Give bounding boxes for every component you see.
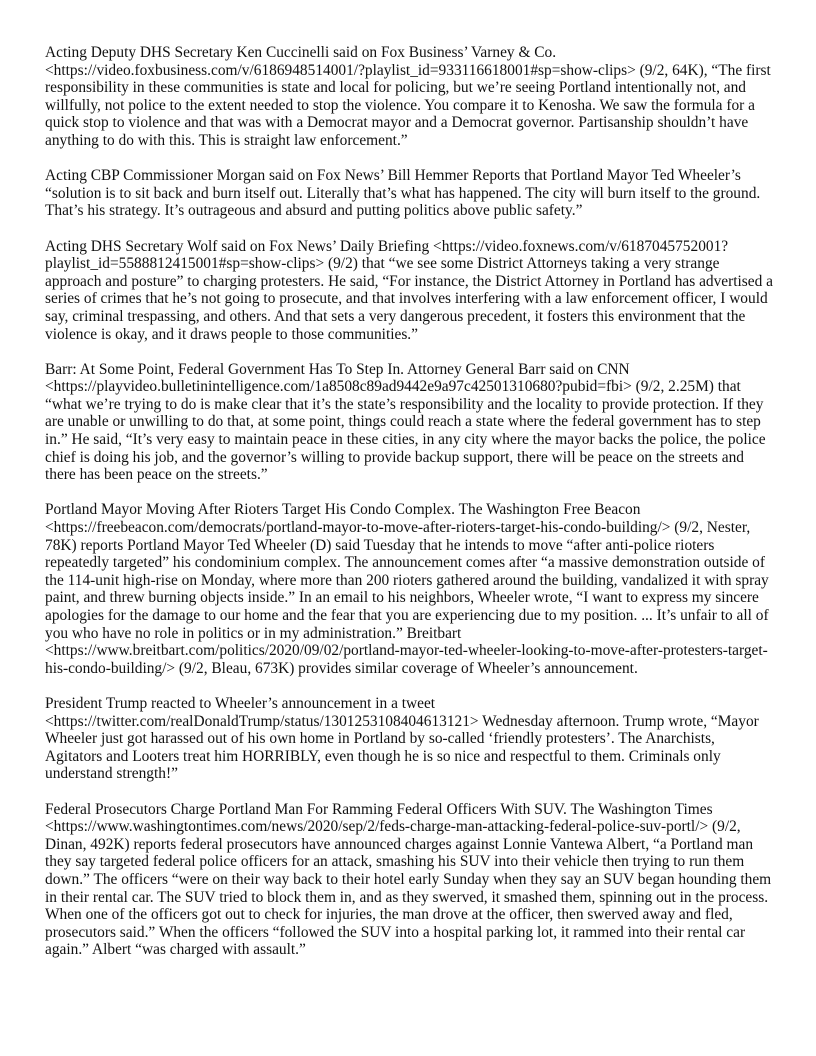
paragraph-trump-tweet: President Trump reacted to Wheeler’s announcement in a tweet <https://twitter.com/realDonaldTrump/status/1301253108404613121> Wednesday afternoon. Trump wrote, “Mayor Wheeler just got harassed out of his own home in Portland by so-called ‘friendly protesters’. The Anarchists, Agitators and Looters treat him HORRIBLY, even though he is so nice and respectful to them. Criminals only understand strength!” <box>45 694 759 783</box>
paragraph-cuccinelli: Acting Deputy DHS Secretary Ken Cuccinelli said on Fox Business’ Varney & Co. <https://video.foxbusiness.com/v/6186948514001/?playlist_id=933116618001#sp=show-clips> (9/2, 64K), “The first responsibility in these communities is state and local for policing, but we’re seeing Portland intentionally not, and willfully, not police to the extent needed to stop the violence. You compare it to Kenosha. We saw the formula for a quick stop to violence and that was with a Democrat mayor and a Democrat governor. Partisanship shouldn’t have anything to do with this. This is straight law enforcement.” <box>45 44 771 149</box>
document-page <box>45 44 773 976</box>
paragraph-wheeler-moving: Portland Mayor Moving After Rioters Target His Condo Complex. The Washington Free Beacon <https://freebeacon.com/democrats/portland-mayor-to-move-after-rioters-target-his-condo-building/> (9/2, Nester, 78K) reports Portland Mayor Ted Wheeler (D) said Tuesday that he intends to move “after anti-police rioters repeatedly targeted” his condominium complex. The announcement comes after “a massive demonstration outside of the 114-unit high-rise on Monday, where more than 200 rioters gathered around the building, vandalized it with spray paint, and threw burning objects inside.” In an email to his neighbors, Wheeler wrote, “I want to express my sincere apologies for the damage to our home and the fear that you are experiencing due to my position. ... It’s unfair to all of you who have no role in politics or in my administration.” Breitbart <https://www.breitbart.com/politics/2020/09/02/portland-mayor-ted-wheeler-looking-to-move-after-protesters-target-his-condo-building/> (9/2, Bleau, 673K) provides similar coverage of Wheeler’s announcement. <box>45 501 769 677</box>
paragraph-morgan: Acting CBP Commissioner Morgan said on Fox News’ Bill Hemmer Reports that Portland Mayor Ted Wheeler’s “solution is to sit back and burn itself out. Literally that’s what has happened. The city will burn itself to the ground. That’s his strategy. It’s outrageous and absurd and putting politics above public safety.” <box>45 167 761 220</box>
paragraph-suv-charges: Federal Prosecutors Charge Portland Man For Ramming Federal Officers With SUV. The Washington Times <https://www.washingtontimes.com/news/2020/sep/2/feds-charge-man-attacking-federal-police-suv-portl/> (9/2, Dinan, 492K) reports federal prosecutors have announced charges against Lonnie Vantewa Albert, “a Portland man they say targeted federal police officers for an attack, smashing his SUV into their vehicle then trying to run them down.” The officers “were on their way back to their hotel early Sunday when they say an SUV began hounding them in their rental car. The SUV tried to block them in, and as they swerved, it smashed them, spinning out in the process. When one of the officers got out to check for injuries, the man drove at the officer, then swerved away and fled, prosecutors said.” When the officers “followed the SUV into a hospital parking lot, it rammed into their rental car again.” Albert “was charged with assault.” <box>45 800 772 959</box>
paragraph-barr: Barr: At Some Point, Federal Government Has To Step In. Attorney General Barr said on CNN <https://playvideo.bulletinintelligence.com/1a8508c89ad9442e9a97c42501310680?pubid=fbi> (9/2, 2.25M) that “what we’re trying to do is make clear that it’s the state’s responsibility and the locality to provide protection. If they are unable or unwilling to do that, at some point, things could reach a state where the federal government has to step in.” He said, “It’s very easy to maintain peace in these cities, in any city where the mayor backs the police, the police chief is doing his job, and the governor’s willing to provide backup support, there will be peace on the streets and there has been peace on the streets.” <box>45 360 766 484</box>
paragraph-wolf: Acting DHS Secretary Wolf said on Fox News’ Daily Briefing <https://video.foxnews.com/v/6187045752001?playlist_id=5588812415001#sp=show-clips> (9/2) that “we see some District Attorneys taking a very strange approach and posture” to charging protesters. He said, “For instance, the District Attorney in Portland has advertised a series of crimes that he’s not going to prosecute, and that involves interfering with a law enforcement officer, I would say, criminal trespassing, and others. And that sets a very dangerous precedent, it fosters this environment that the violence is okay, and it draws people to those communities.” <box>45 237 774 343</box>
